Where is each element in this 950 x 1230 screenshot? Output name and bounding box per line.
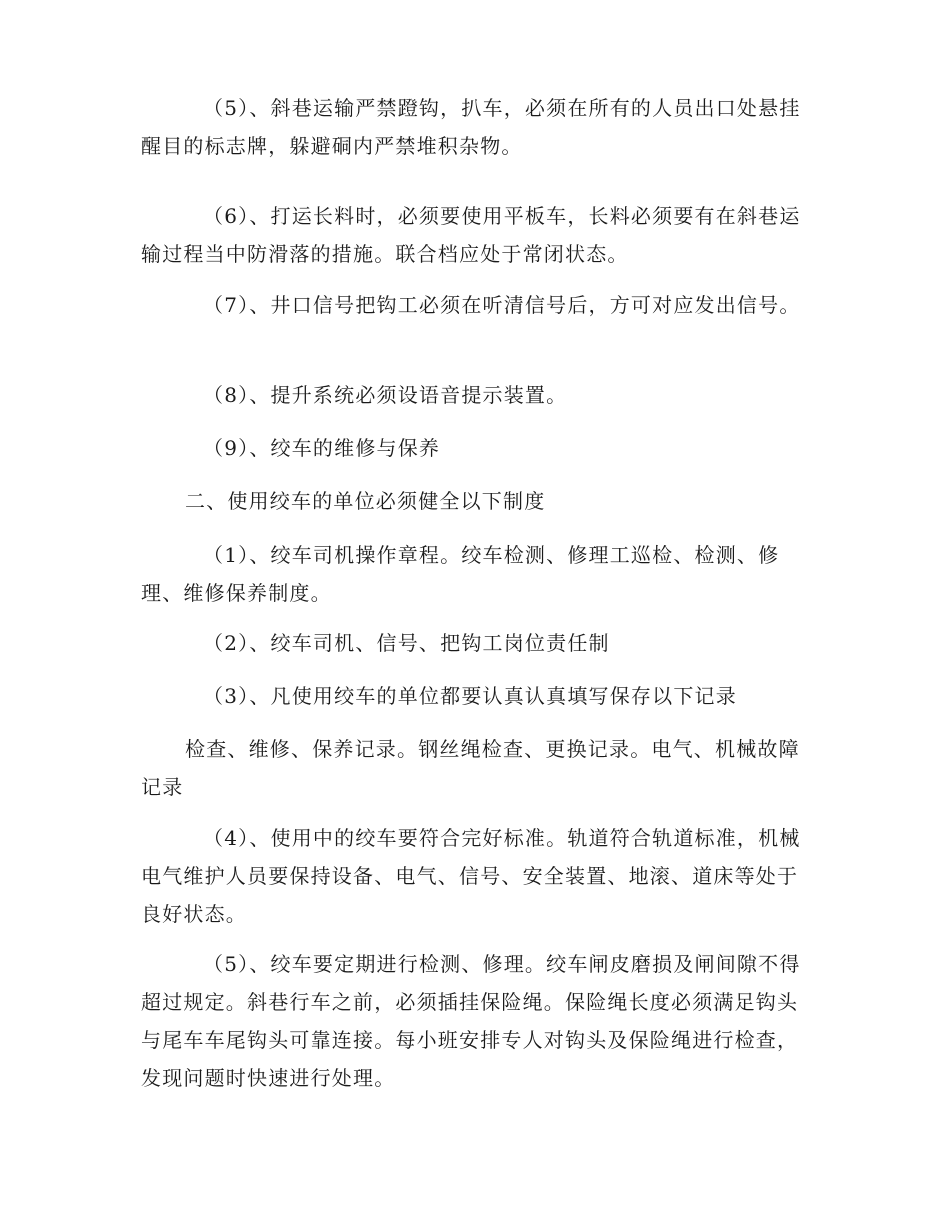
paragraph-rule-2-responsibility: （2）、绞车司机、信号、把钩工岗位责任制 — [203, 631, 610, 655]
paragraph-item-9-maintenance: （9）、绞车的维修与保养 — [203, 436, 441, 460]
paragraph-item-6-long-material: （6）、打运长料时，必须要使用平板车，长料必须要有在斜巷运输过程当中防滑落的措施。联合档应处于常闭状态。 — [141, 204, 801, 266]
paragraph-item-5-incline-transport: （5）、斜巷运输严禁蹬钩，扒车，必须在所有的人员出口处悬挂醒目的标志牌，躲避硐内严禁堆积杂物。 — [141, 96, 801, 158]
section-heading-2: 二、使用绞车的单位必须健全以下制度 — [185, 489, 546, 513]
paragraph-record-list: 检查、维修、保养记录。钢丝绳检查、更换记录。电气、机械故障记录 — [141, 737, 800, 799]
paragraph-rule-5-inspection: （5）、绞车要定期进行检测、修理。绞车闸皮磨损及闸间隙不得超过规定。斜巷行车之前，必须插挂保险绳。保险绳长度必须满足钩头与尾车车尾钩头可靠连接。每小班安排专人对钩头及保险绳进行检查，发现问题时快速进行处理。 — [141, 952, 801, 1090]
paragraph-item-8-voice-prompt: （8）、提升系统必须设语音提示装置。 — [203, 383, 568, 407]
paragraph-rule-4-standards: （4）、使用中的绞车要符合完好标准。轨道符合轨道标准，机械电气维护人员要保持设备、电气、信号、安全装置、地滚、道床等处于良好状态。 — [141, 826, 801, 926]
paragraph-rule-1-operation: （1）、绞车司机操作章程。绞车检测、修理工巡检、检测、修理、维修保养制度。 — [141, 543, 780, 605]
paragraph-item-7-signal: （7）、井口信号把钩工必须在听清信号后，方可对应发出信号。 — [203, 293, 801, 317]
paragraph-rule-3-records: （3）、凡使用绞车的单位都要认真认真填写保存以下记录 — [203, 684, 737, 708]
